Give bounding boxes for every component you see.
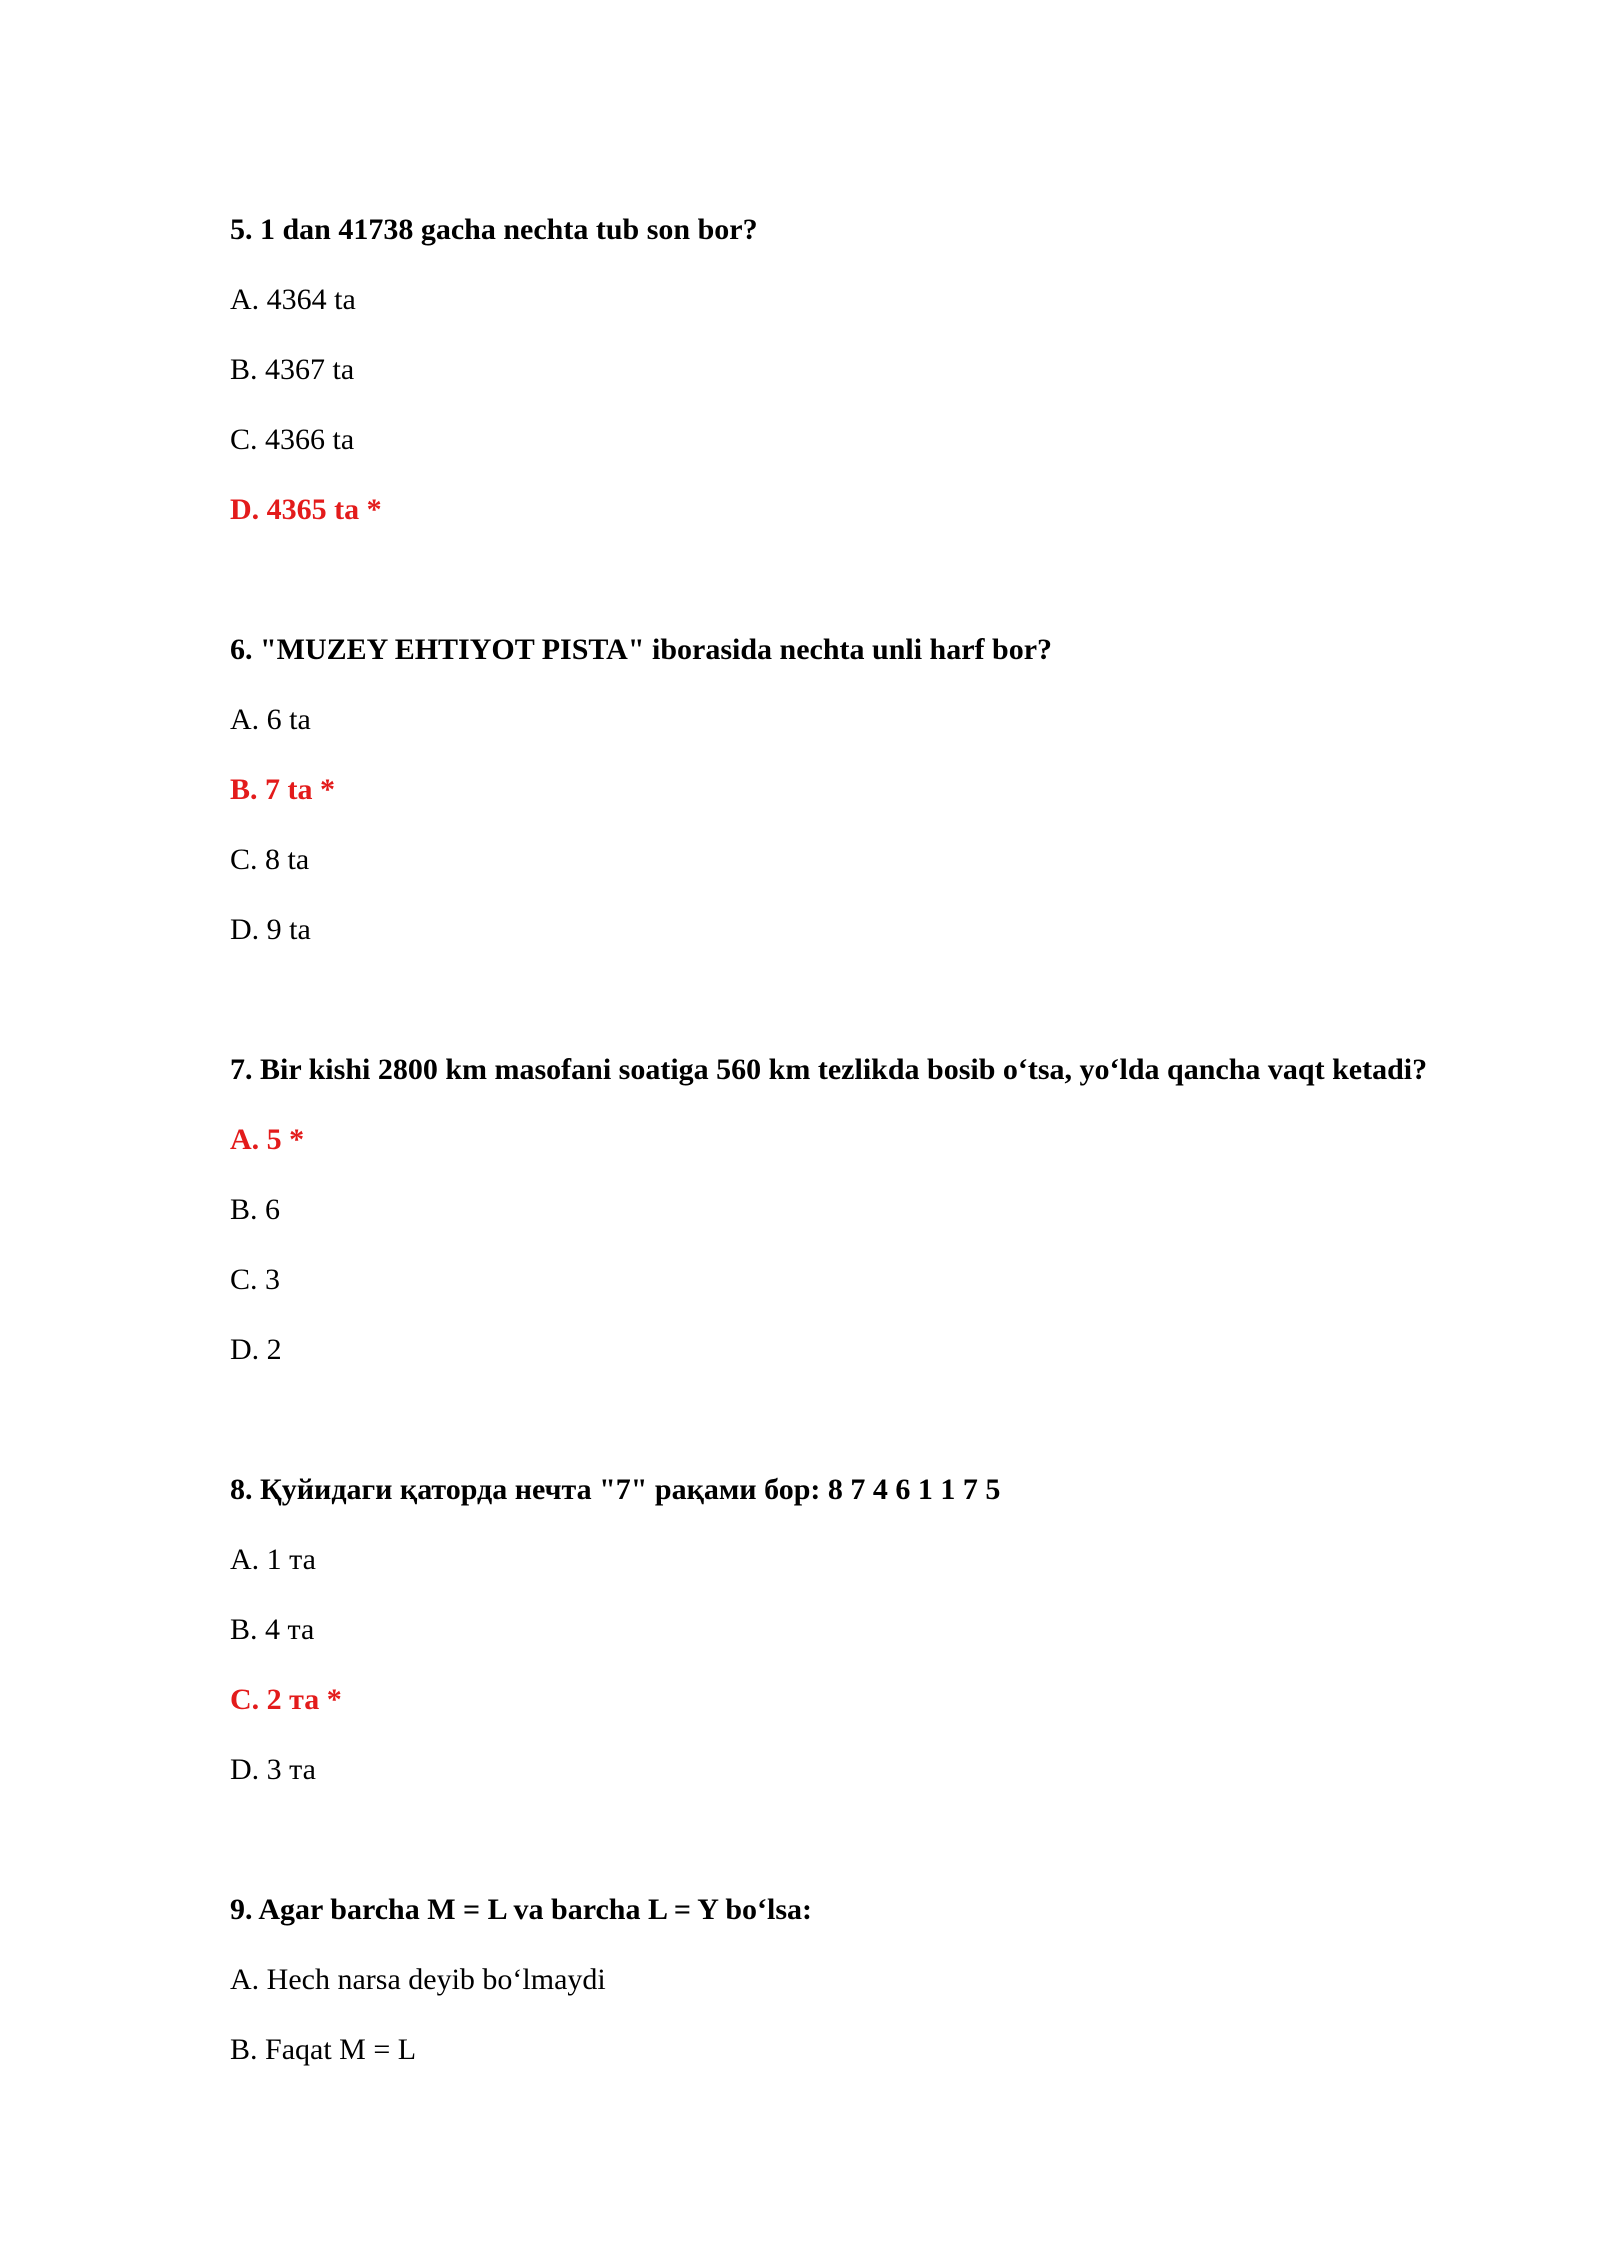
option-b: B. 4 та [230,1613,315,1646]
question-9 [230,1890,1430,2070]
question-7 [230,1050,1430,1370]
option-b: B. 4367 ta [230,353,355,386]
option-c: C. 3 [230,1263,281,1296]
spacer [230,560,1430,630]
option-d: D. 2 [230,1333,282,1366]
option-c: C. 8 ta [230,843,310,876]
option-b-correct: B. 7 ta * [230,773,335,806]
option-a: A. 6 ta [230,703,311,736]
question-text: 6. "MUZEY EHTIYOT PISTA" iborasida nechta unli harf bor? [230,633,1053,666]
question-text: 5. 1 dan 41738 gacha nechta tub son bor? [230,213,758,246]
spacer [230,1400,1430,1470]
option-c-correct: C. 2 та * [230,1683,342,1716]
question-text: 9. Agar barcha M = L va barcha L = Y bo‘lsa: [230,1893,813,1926]
spacer [230,1820,1430,1890]
option-d: D. 9 ta [230,913,311,946]
option-a: A. 1 та [230,1543,316,1576]
option-d: D. 3 та [230,1753,316,1786]
question-text: 8. Қуйидаги қаторда нечта "7" рақами бор: 8 7 4 6 1 1 7 5 [230,1473,1001,1506]
option-a-correct: A. 5 * [230,1123,305,1156]
option-b: B. Faqat M = L [230,2033,417,2066]
option-c: C. 4366 ta [230,423,355,456]
question-text: 7. Bir kishi 2800 km masofani soatiga 560 km tezlikda bosib o‘tsa, yo‘lda qancha vaqt ketadi? [230,1053,1428,1086]
question-6 [230,630,1430,950]
spacer [230,980,1430,1050]
option-a: A. 4364 ta [230,283,356,316]
option-d-correct: D. 4365 ta * [230,493,382,526]
option-a: A. Hech narsa deyib bo‘lmaydi [230,1963,606,1996]
question-8 [230,1470,1430,1790]
question-5 [230,210,1430,530]
document-page [230,210,1430,2100]
option-b: B. 6 [230,1193,281,1226]
